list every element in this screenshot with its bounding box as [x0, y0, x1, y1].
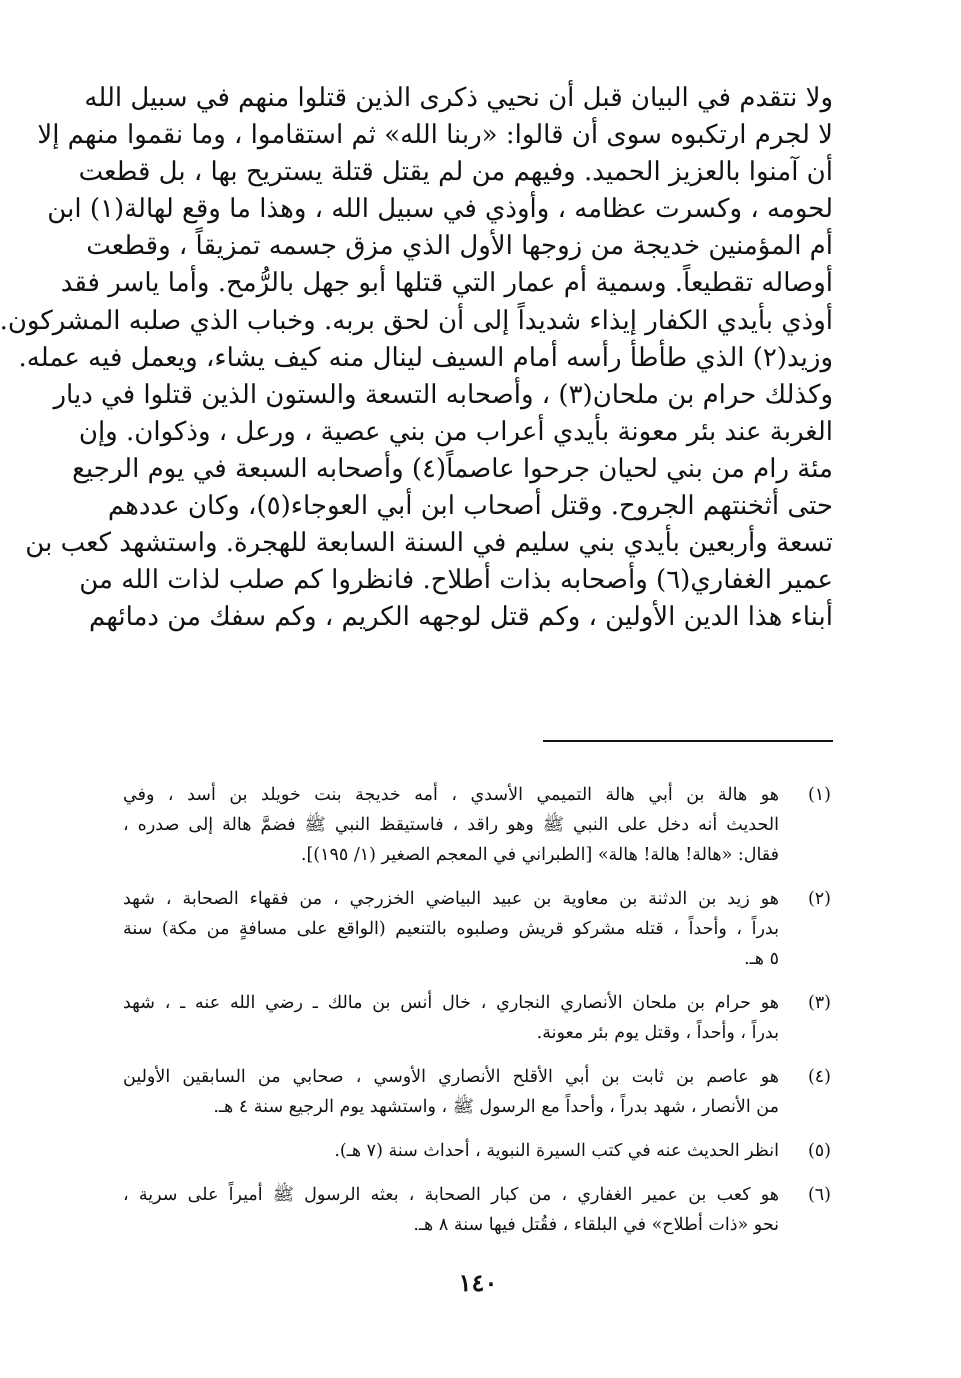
main-text: [0, 80, 833, 636]
body-line: أوذي بأيدي الكفار إيذاء شديداً إلى أن لحق بربه. وخباب الذي صلبه المشركون.: [0, 305, 833, 336]
footnote-text: [123, 1062, 779, 1122]
footnote-text: [123, 1180, 779, 1240]
footnote: [123, 780, 833, 870]
page-number: ١٤٠: [458, 1268, 498, 1297]
body-line: لا لجرم ارتكبوه سوى أن قالوا: «ربنا الله» ثم استقاموا ، وما نقموا منهم إلا: [37, 120, 833, 151]
footnote-number: (٥): [807, 1141, 831, 1161]
body-line: الغربة عند بئر معونة بأيدي أعراب من بني عصية ، ورعل ، وذكوان. وإن: [78, 416, 833, 447]
footnote-number: (٤): [807, 1067, 831, 1087]
footnote-line: هو كعب بن عمير الغفاري ، من كبار الصحابة ، بعثه الرسول ﷺ أميراً على سرية ،: [123, 1185, 779, 1205]
footnote-line: الحديث أنه دخل على النبي ﷺ وهو راقد ، فاستيقظ النبي ﷺ فضمَّ هالة إلى صدره ،: [123, 815, 779, 835]
footnote-line: انظر الحديث عنه في كتب السيرة النبوية ، أحداث سنة (٧ هـ).: [334, 1141, 779, 1161]
body-line: تسعة وأربعين بأيدي بني سليم في السنة السابعة للهجرة. واستشهد كعب بن: [25, 528, 833, 559]
book-page: [0, 80, 833, 1310]
footnote-line: من الأنصار ، شهد بدراً ، وأحداً مع الرسول ﷺ ، واستشهد يوم الرجيع سنة ٤ هـ.: [213, 1097, 779, 1117]
footnote-number: (٢): [807, 889, 831, 909]
body-line: ولا نتقدم في البيان قبل أن نحيي ذكرى الذين قتلوا منهم في سبيل الله: [84, 83, 833, 113]
footnote: [123, 988, 833, 1048]
footnotes: [123, 780, 833, 1254]
body-line: مئة رام من بني لحيان جرحوا عاصماً(٤) وأصحابه السبعة في يوم الرجيع: [72, 453, 833, 484]
footnote: [123, 884, 833, 974]
footnote-line: فقال: «هالة! هالة! هالة» [الطبراني في المعجم الصغير (١/ ١٩٥)].: [300, 845, 779, 865]
footnote-text: [123, 988, 779, 1048]
body-line: عمير الغفاري(٦) وأصحابه بذات أطلاح. فانظروا كم صلب لذات الله من: [79, 565, 833, 596]
footnote-line: هو زيد بن الدثنة بن معاوية بن عبيد البياضي الخزرجي ، من فقهاء الصحابة ، شهد: [123, 889, 779, 909]
footnote-line: هو عاصم بن ثابت بن أبي الأقلح الأنصاري الأوسي ، صحابي من السابقين الأولين: [123, 1067, 779, 1087]
body-line: أم المؤمنين خديجة من زوجها الأول الذي مزق جسمه تمزيقاً ، وقطعت: [86, 231, 833, 262]
footnote-line: ٥ هـ.: [744, 949, 779, 969]
footnote: [123, 1062, 833, 1122]
body-line: لحومه ، وكسرت عظامه ، وأوذي في سبيل الله ، وهذا ما وقع لهالة(١) ابن: [47, 194, 833, 225]
footnote: [123, 1136, 833, 1166]
footnote-text: [123, 884, 779, 974]
footnote-number: (٣): [807, 993, 831, 1013]
footnote-line: بدراً ، وأحداً ، قتله مشركو قريش وصلبوه بالتنعيم (الواقع على مسافةٍ من مكة) سنة: [123, 919, 779, 939]
body-line: أن آمنوا بالعزيز الحميد. وفيهم من لم يقتل قتلة يستريح بها ، بل قطعت: [78, 157, 833, 188]
body-line: حتى أثخنتهم الجروح. وقتل أصحاب ابن أبي العوجاء(٥)، وكان عددهم: [107, 491, 833, 522]
footnote: [123, 1180, 833, 1240]
footnote-line: هو حرام بن ملحان الأنصاري النجاري ، خال أنس بن مالك ـ رضي الله عنه ـ ، شهد: [123, 993, 779, 1013]
footnote-text: [123, 1136, 779, 1166]
body-line: أبناء هذا الدين الأولين ، وكم قتل لوجهه الكريم ، وكم سفك من دمائهم: [89, 602, 833, 633]
footnote-number: (٦): [807, 1185, 831, 1205]
footnote-divider: [543, 740, 833, 742]
body-line: وكذلك حرام بن ملحان(٣) ، وأصحابه التسعة والستون الذين قتلوا في ديار: [53, 379, 833, 410]
footnote-number: (١): [807, 785, 831, 805]
footnote-text: [123, 780, 779, 870]
footnote-line: بدراً ، وأحداً ، وقتل يوم بئر معونة.: [536, 1023, 779, 1043]
footnote-line: هو هالة بن أبي هالة التميمي الأسدي ، أمه خديجة بنت خويلد بن أسد ، وفي: [123, 785, 779, 805]
body-line: وزيد(٢) الذي طأطأ رأسه أمام السيف لينال منه كيف يشاء، ويعمل فيه عمله.: [18, 342, 833, 373]
footnote-line: نحو «ذات أطلاح» في البلقاء ، فقُتل فيها سنة ٨ هـ.: [413, 1215, 779, 1235]
body-line: أوصاله تقطيعاً. وسمية أم عمار التي قتلها أبو جهل بالرُّمح. وأما ياسر فقد: [60, 268, 833, 299]
